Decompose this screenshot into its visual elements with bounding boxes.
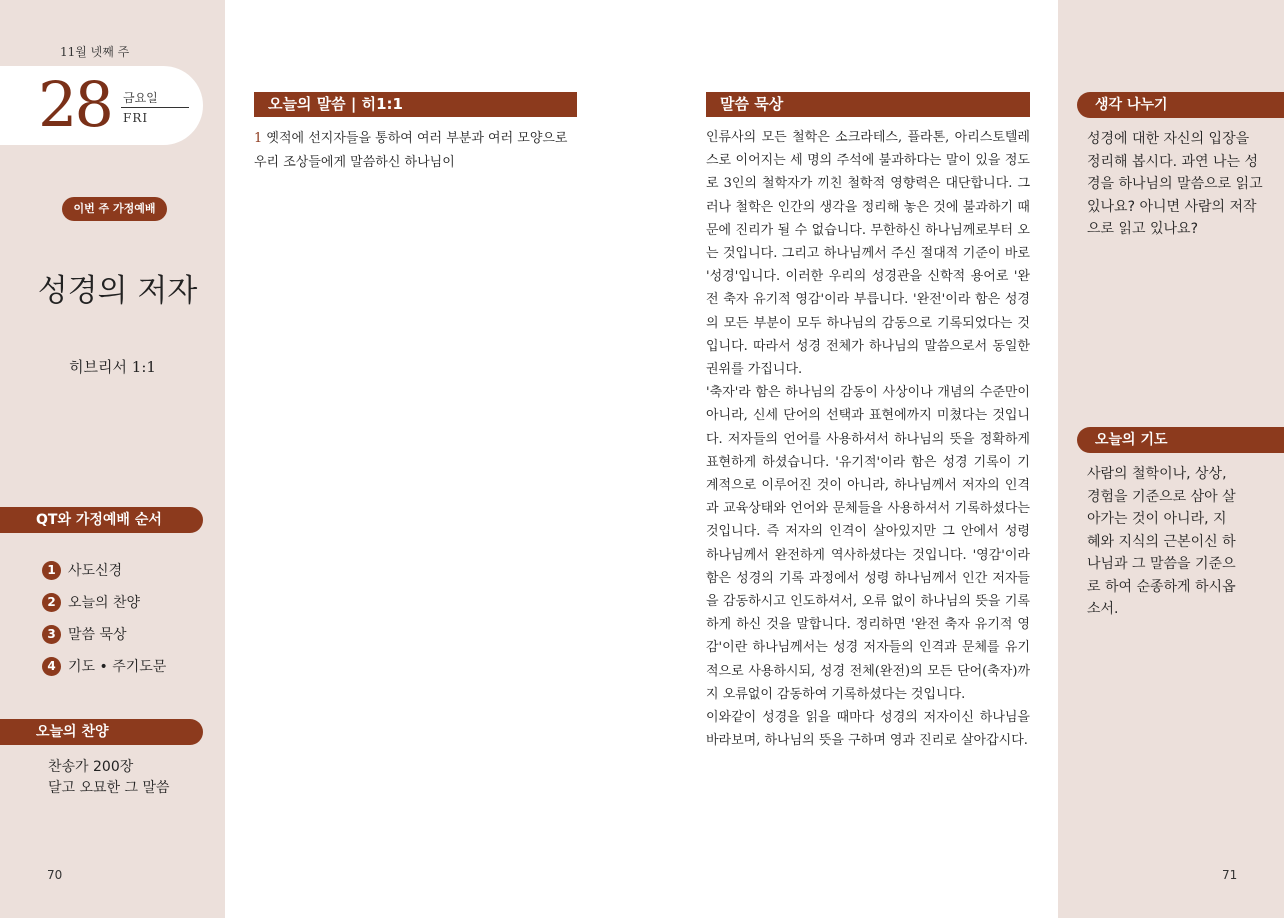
meditation-paragraph: 이와같이 성경을 읽을 때마다 성경의 저자이신 하나님을 바라보며, 하나님의 뜻을 구하며 영과 진리로 살아갑시다.	[706, 710, 1030, 749]
day-english: FRI	[123, 111, 149, 125]
order-item-label: 기도 • 주기도문	[68, 659, 167, 675]
meditation-paragraph: '축자'라 함은 하나님의 감동이 사상이나 개념의 수준만이 아니라, 신세 단어의 선택과 표현에까지 미쳤다는 것입니다. 저자들의 언어를 사용하셔서 하나님의 뜻을 정확하게 표현하게 하셨습니다. '유기적'이라 함은 성경 기록이 기계적으로 이루어진 것이 아니라, 하나님께서 저자의 인격과 교육상태와 언어와 문체들을 사용하셔서 기록하셨다는 것입니다. 즉 저자의 인격이 살아있지만 그 안에서 성령 하나님께서 완전하게 역사하셨다는 것입니다. '영감'이라 함은 성경의 기록 과정에서 성령 하나님께서 인간 저자들을 감동하시고 인도하셔서, 오류 없이 하나님의 뜻을 기록하게 하신 것을 말합니다. 정리하면 '완전 축자 유기적 영감'이란 하나님께서는 성경 저자들의 인격과 문체를 유기적으로 사용하시되, 성경 전체(완전)의 모든 단어(축자)까지 오류없이 감동하여 기록하셨다는 것입니다.	[706, 385, 1030, 702]
order-number-badge: 3	[42, 625, 61, 644]
order-number-badge: 1	[42, 561, 61, 580]
date-divider	[121, 107, 189, 108]
meditation-heading: 말씀 묵상	[706, 92, 1030, 117]
page-number-left: 70	[47, 868, 63, 882]
order-number-badge: 2	[42, 593, 61, 612]
sharing-heading: 생각 나누기	[1077, 92, 1284, 118]
hymn-info	[48, 757, 170, 799]
family-worship-tag: 이번 주 가정예배	[62, 197, 167, 221]
verse-text: 옛적에 선지자들을 통하여 여러 부분과 여러 모양으로 우리 조상들에게 말씀하신 하나님이	[254, 131, 568, 170]
meditation-paragraph: 인류사의 모든 철학은 소크라테스, 플라톤, 아리스토텔레스로 이어지는 세 명의 주석에 불과하다는 말이 있을 정도로 3인의 철학자가 끼친 철학적 영향력은 대단합니다. 그러나 철학은 인간의 생각을 정리해 놓은 것에 불과하기 때문에 진리가 될 수 없습니다. 무한하신 하나님께로부터 오는 것입니다. 그리고 하나님께서 주신 절대적 기준이 바로 '성경'입니다. 이러한 우리의 성경관을 신학적 용어로 '완전 축자 유기적 영감'이라 부릅니다. '완전'이라 함은 성경의 모든 부분이 모두 하나님의 감동으로 기록되었다는 것입니다. 따라서 성경 전체가 하나님의 말씀으로서 동일한 권위를 가집니다.	[706, 130, 1030, 378]
day-korean: 금요일	[123, 91, 158, 105]
order-item-label: 오늘의 찬양	[68, 595, 141, 611]
page-number-right: 71	[1222, 868, 1238, 882]
order-item-label: 말씀 묵상	[68, 627, 127, 643]
order-item-label: 사도신경	[68, 563, 123, 579]
sharing-text: 성경에 대한 자신의 입장을 정리해 봅시다. 과연 나는 성경을 하나님의 말씀으로 읽고 있나요? 아니면 사람의 저작으로 읽고 있나요?	[1087, 131, 1263, 237]
sermon-reference: 히브리서 1:1	[69, 358, 156, 376]
meditation-body	[706, 126, 1030, 752]
date-number: 28	[38, 68, 111, 141]
order-list	[42, 554, 166, 682]
todays-word-heading: 오늘의 말씀 | 히1:1	[254, 92, 577, 117]
verse-text-block	[254, 127, 578, 175]
sermon-title: 성경의 저자	[37, 273, 198, 309]
order-number-badge: 4	[42, 657, 61, 676]
order-item	[42, 650, 166, 682]
order-item	[42, 618, 166, 650]
hymn-number: 찬송가 200장	[48, 759, 134, 775]
order-item	[42, 554, 166, 586]
order-item	[42, 586, 166, 618]
week-label: 11월 넷째 주	[60, 45, 130, 59]
hymn-heading: 오늘의 찬양	[0, 719, 203, 745]
verse-number: 1	[254, 131, 263, 146]
hymn-title: 달고 오묘한 그 말씀	[48, 780, 170, 796]
prayer-heading: 오늘의 기도	[1077, 427, 1284, 453]
order-heading: QT와 가정예배 순서	[0, 507, 203, 533]
prayer-text: 사람의 철학이나, 상상, 경험을 기준으로 삼아 살아가는 것이 아니라, 지혜와 지식의 근본이신 하나님과 그 말씀을 기준으로 하여 순종하게 하시옵소서.	[1087, 466, 1236, 617]
